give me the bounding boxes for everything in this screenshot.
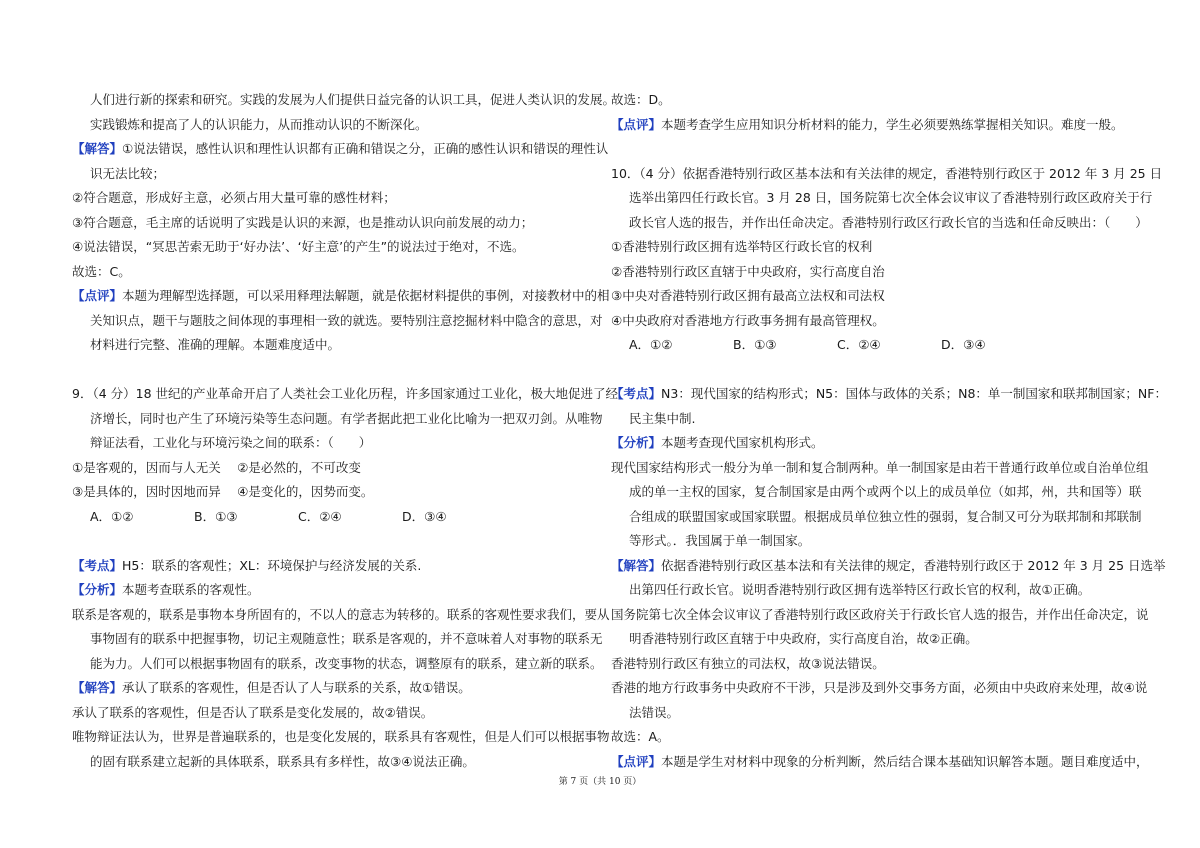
section-tag: 【解答】 — [72, 141, 123, 156]
page-footer: 第 7 页（共 10 页） — [558, 777, 642, 787]
line-text: 辩证法看，工业化与环境污染之间的联系：（ ） — [90, 435, 372, 450]
line-text: 明香港特别行政区直辖于中央政府，实行高度自治，故②正确。 — [629, 631, 978, 646]
line-text: 本题考查学生应用知识分析材料的能力，学生必须要熟练掌握相关知识。难度一般。 — [661, 116, 1124, 132]
text-line — [611, 750, 1149, 775]
line-text: 人们进行新的探索和研究。实践的发展为人们提供日益完备的认识工具，促进人类认识的发展。 — [90, 92, 616, 107]
answer-option: B．①③ — [733, 337, 777, 352]
line-text: ③符合题意，毛主席的话说明了实践是认识的来源，也是推动认识向前发展的动力； — [72, 214, 534, 230]
answer-option: C．②④ — [298, 508, 342, 524]
line-text: 现代国家结构形式一般分为单一制和复合制两种。单一制国家是由若干普通行政单位或自治单位组 — [611, 459, 1149, 475]
text-line — [611, 480, 1141, 505]
text-line — [72, 260, 602, 285]
text-line — [72, 578, 602, 603]
section-tag: 【考点】 — [72, 557, 123, 573]
line-text: 的固有联系建立起新的具体联系，联系具有多样性，故③④说法正确。 — [90, 753, 475, 769]
text-line — [72, 627, 602, 652]
answer-option: B．①③ — [194, 508, 238, 524]
line-text: ②香港特别行政区直辖于中央政府，实行高度自治 — [611, 263, 885, 279]
line-text: 合组成的联盟国家或国家联盟。根据成员单位独立性的强弱，复合制又可分为联邦制和邦联制 — [629, 508, 1142, 524]
text-line — [611, 260, 1141, 285]
text-line — [611, 725, 1141, 750]
line-text: 本题为理解型选择题，可以采用释理法解题，就是依据材料提供的事例，对接教材中的相 — [122, 288, 610, 303]
text-line — [611, 554, 1166, 579]
text-line — [72, 211, 602, 236]
line-text: 成的单一主权的国家，复合制国家是由两个或两个以上的成员单位（如邦，州，共和国等）联 — [629, 484, 1142, 499]
text-line — [72, 284, 610, 309]
line-text: ①香港特别行政区拥有选举特区行政长官的权利 — [611, 239, 873, 254]
text-line — [72, 309, 602, 334]
line-text: 唯物辩证法认为，世界是普遍联系的，也是变化发展的，联系具有客观性，但是人们可以根据事物 — [72, 729, 610, 744]
line-text: 材料进行完整、准确的理解。本题难度适中。 — [90, 337, 341, 352]
section-gap — [72, 529, 602, 554]
text-line — [611, 162, 1163, 187]
text-line — [72, 162, 602, 187]
text-line — [611, 603, 1149, 628]
text-line — [72, 113, 602, 138]
section-tag: 【分析】 — [611, 435, 662, 450]
text-line — [72, 554, 602, 579]
line-text: 承认了联系的客观性，但是否认了人与联系的关系，故①错误。 — [122, 680, 471, 695]
line-text: 国务院第七次全体会议审议了香港特别行政区政府关于行政长官人选的报告，并作出任命决定，说 — [611, 606, 1149, 622]
line-text: ①是客观的，因而与人无关 ②是必然的，不可改变 — [72, 459, 361, 475]
line-text: H5：联系的客观性；XL：环境保护与经济发展的关系. — [122, 557, 422, 573]
line-text: 故选：D。 — [611, 92, 671, 107]
text-line — [611, 456, 1149, 481]
line-text: 识无法比较； — [90, 165, 166, 181]
text-line — [72, 137, 609, 162]
text-line — [611, 505, 1141, 530]
text-line — [611, 211, 1148, 236]
answer-option: D．③④ — [941, 337, 986, 352]
text-line — [72, 652, 602, 677]
text-line — [72, 235, 602, 260]
text-line — [72, 88, 616, 113]
answer-option: C．②④ — [837, 337, 881, 352]
text-line — [611, 652, 1141, 677]
answer-options — [611, 333, 1141, 358]
text-line — [72, 382, 619, 407]
section-tag: 【解答】 — [611, 557, 662, 573]
line-text: ③中央对香港特别行政区拥有最高立法权和司法权 — [611, 288, 885, 303]
text-line — [611, 676, 1148, 701]
line-text: 出第四任行政长官。说明香港特别行政区拥有选举特区行政长官的权利，故①正确。 — [629, 582, 1091, 597]
line-text: 本题是学生对材料中现象的分析判断，然后结合课本基础知识解答本题。题目难度适中， — [661, 753, 1149, 769]
line-text: 承认了联系的客观性，但是否认了联系是变化发展的，故②错误。 — [72, 704, 434, 720]
answer-options — [72, 505, 602, 530]
text-line — [72, 407, 602, 432]
line-text: 香港的地方行政事务中央政府不干涉，只是涉及到外交事务方面，必须由中央政府来处理，故④说 — [611, 680, 1148, 695]
text-line — [72, 603, 610, 628]
text-line — [611, 309, 1141, 334]
section-tag: 【分析】 — [72, 582, 123, 597]
text-line — [611, 186, 1153, 211]
section-tag: 【考点】 — [611, 386, 662, 401]
line-text: 依据香港特别行政区基本法和有关法律的规定，香港特别行政区于 2012 年 3 月 25 日选举 — [661, 557, 1166, 573]
text-line — [611, 382, 1167, 407]
text-line — [72, 750, 602, 775]
answer-option: A．①② — [90, 508, 134, 524]
line-text: 关知识点，题干与题肢之间体现的事理相一致的就选。要特别注意挖掘材料中隐含的意思，对 — [90, 312, 603, 328]
text-line — [72, 456, 602, 481]
text-line — [72, 676, 602, 701]
line-text: 选举出第四任行政长官。3 月 28 日，国务院第七次全体会议审议了香港特别行政区政府关于行 — [629, 190, 1153, 205]
line-text: 故选：A。 — [611, 729, 670, 744]
line-text: 实践锻炼和提高了人的认识能力，从而推动认识的不断深化。 — [90, 116, 428, 132]
line-text: 本题考查现代国家机构形式。 — [661, 435, 824, 450]
answer-option: A．①② — [629, 337, 673, 352]
line-text: N3：现代国家的结构形式；N5：国体与政体的关系；N8：单一制国家和联邦制国家；NF： — [661, 386, 1167, 401]
line-text: ④说法错误，“冥思苦索无助于‘好办法’、‘好主意’的产生”的说法过于绝对，不选。 — [72, 239, 525, 254]
line-text: 香港特别行政区有独立的司法权，故③说法错误。 — [611, 655, 885, 671]
text-line — [72, 701, 602, 726]
line-text: ④中央政府对香港地方行政事务拥有最高管理权。 — [611, 312, 885, 328]
line-text: 法错误。 — [629, 704, 680, 720]
line-text: ①说法错误，感性认识和理性认识都有正确和错误之分，正确的感性认识和错误的理性认 — [122, 141, 609, 156]
text-line — [611, 529, 1141, 554]
line-text: 9．（4 分）18 世纪的产业革命开启了人类社会工业化历程，许多国家通过工业化，极大地促进了经 — [72, 386, 619, 401]
text-line — [611, 284, 1141, 309]
section-gap — [611, 137, 1141, 162]
line-text: ③是具体的，因时因地而异 ④是变化的，因势而变。 — [72, 484, 374, 499]
text-line — [72, 725, 610, 750]
text-line — [611, 701, 1141, 726]
section-gap — [72, 358, 602, 383]
line-text: 10．（4 分）依据香港特别行政区基本法和有关法律的规定，香港特别行政区于 2012 年 3 月 25 日 — [611, 165, 1163, 181]
section-gap — [611, 358, 1141, 383]
line-text: 故选：C。 — [72, 263, 131, 279]
text-line — [611, 88, 1141, 113]
text-line — [611, 235, 1141, 260]
left-column — [72, 88, 619, 774]
line-text: 事物固有的联系中把握事物，切记主观随意性；联系是客观的，并不意味着人对事物的联系无 — [90, 631, 603, 646]
line-text: 民主集中制. — [629, 410, 696, 426]
text-line — [611, 113, 1141, 138]
line-text: 本题考查联系的客观性。 — [122, 582, 260, 597]
text-line — [72, 431, 602, 456]
line-text: 济增长，同时也产生了环境污染等生态问题。有学者据此把工业化比喻为一把双刃剑。从唯物 — [90, 410, 603, 426]
section-tag: 【点评】 — [611, 753, 662, 769]
text-line — [611, 407, 1141, 432]
section-tag: 【点评】 — [611, 116, 662, 132]
text-line — [72, 480, 602, 505]
section-tag: 【点评】 — [72, 288, 123, 303]
text-line — [72, 333, 602, 358]
line-text: 政长官人选的报告，并作出任命决定。香港特别行政区行政长官的当选和任命反映出：（ ） — [629, 214, 1148, 230]
text-line — [611, 627, 1141, 652]
line-text: 能为力。人们可以根据事物固有的联系，改变事物的状态，调整原有的联系，建立新的联系。 — [90, 655, 603, 671]
line-text: 等形式。．我国属于单一制国家。 — [629, 533, 811, 548]
text-line — [72, 186, 602, 211]
line-text: ②符合题意，形成好主意，必须占用大量可靠的感性材料； — [72, 190, 396, 205]
right-column — [611, 88, 1167, 774]
section-tag: 【解答】 — [72, 680, 123, 695]
text-line — [611, 431, 1141, 456]
answer-option: D．③④ — [402, 508, 447, 524]
text-line — [611, 578, 1141, 603]
line-text: 联系是客观的，联系是事物本身所固有的，不以人的意志为转移的。联系的客观性要求我们，要从 — [72, 606, 610, 622]
